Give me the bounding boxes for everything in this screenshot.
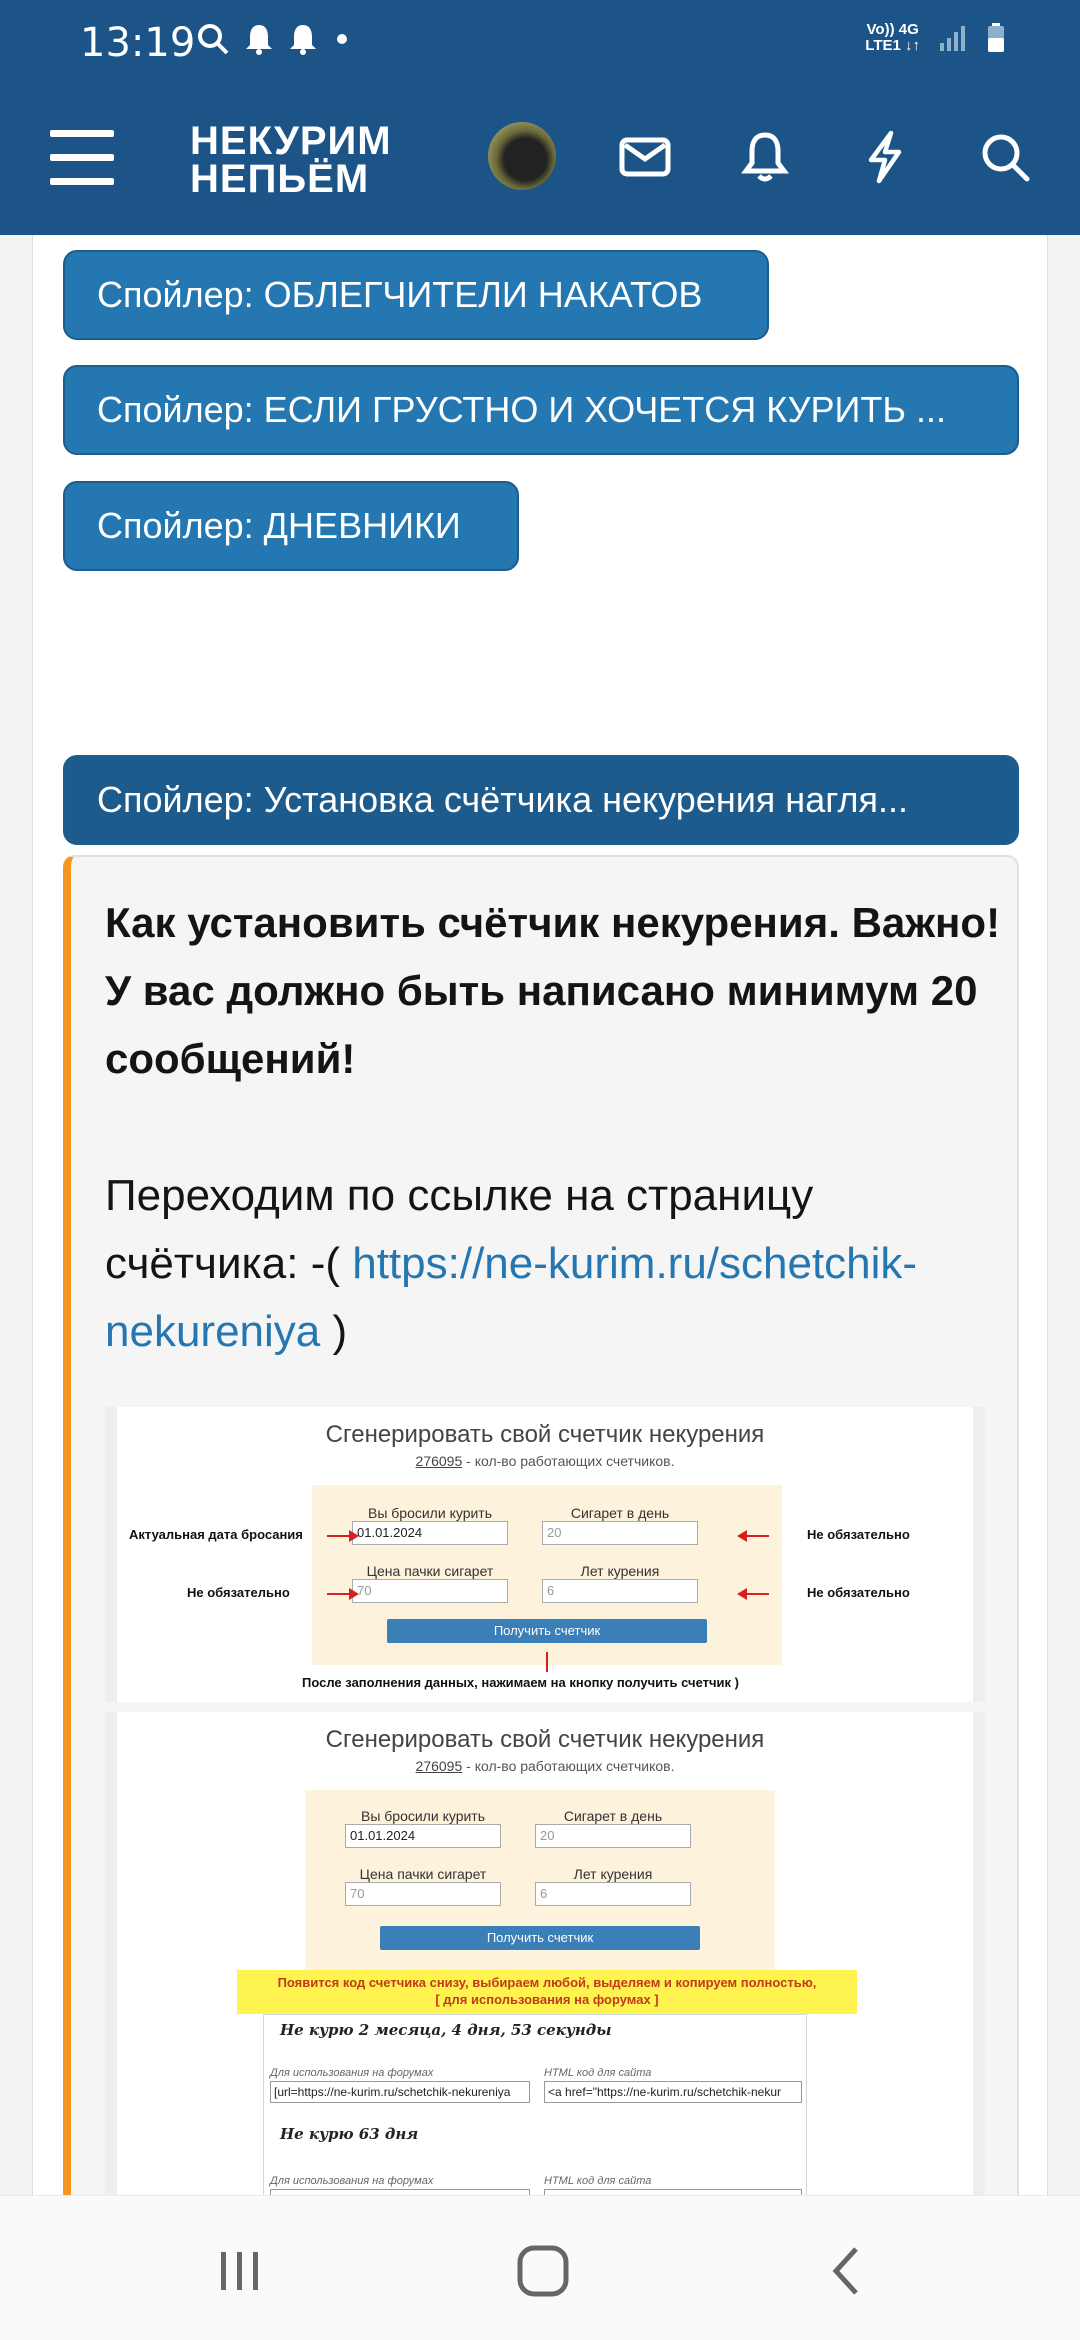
status-notification-icons <box>196 22 352 56</box>
spoiler-button-open[interactable]: Спойлер: Установка счётчика некурения нагля... <box>63 755 1019 845</box>
red-arrow <box>739 1535 769 1537</box>
counter-form: Вы бросили курить Сигарет в день 01.01.2024 20 Цена пачки сигарет Лет курения 70 6 Получить счетчик <box>312 1485 782 1665</box>
per-day-input: 20 <box>535 1824 691 1848</box>
search-status-icon <box>196 22 230 56</box>
network-indicator: Vo)) 4G LTE1 ↓↑ <box>865 21 920 54</box>
image-title: Сгенерировать свой счетчик некурения <box>325 1726 765 1753</box>
dot-status-icon <box>332 29 352 49</box>
instruction-paragraph: Переходим по ссылке на страницу счётчика: -( https://ne-kurim.ru/schetchik-nekureniya ) <box>105 1171 918 1356</box>
spoiler-button[interactable]: Спойлер: ЕСЛИ ГРУСТНО И ХОЧЕТСЯ КУРИТЬ ... <box>63 365 1019 455</box>
quit-date-input: 01.01.2024 <box>352 1521 508 1545</box>
copy-code-hint: Появится код счетчика снизу, выбираем любой, выделяем и копируем полностью, [ для использования на форумах ] <box>237 1970 857 2014</box>
html-code-field: <a href="https://ne-kurim.ru/schetchik-nekur <box>544 2081 802 2103</box>
image-subtitle: 276095 - кол-во работающих счетчиков. <box>415 1453 675 1469</box>
spoiler-button[interactable]: Спойлер: ДНЕВНИКИ <box>63 481 519 571</box>
bold-instruction: Как установить счётчик некурения. Важно! У вас должно быть написано минимум 20 сообщений! <box>105 899 1001 1082</box>
bell-status-icon <box>288 23 318 55</box>
instruction-image-1: Сгенерировать свой счетчик некурения 276095 - кол-во работающих счетчиков. Вы бросили курить Сигарет в день 01.01.2024 20 Цена пачки сигарет Лет курения 70 6 Получить счетчик Актуальная дата бросания Не обязательно Не обязательно Не обязательно После заполнения данных, нажимаем на кнопку получить счетчик ) <box>105 1407 985 1702</box>
back-icon[interactable] <box>806 2236 886 2306</box>
bell-icon[interactable] <box>730 122 800 192</box>
image-subtitle: 276095 - кол-во работающих счетчиков. <box>415 1758 675 1774</box>
counter-page-link[interactable]: https://ne-kurim.ru/schetchik-nekureniya <box>105 1239 918 1356</box>
recent-apps-icon[interactable] <box>200 2236 280 2306</box>
per-day-input: 20 <box>542 1521 698 1545</box>
spoiler-body <box>63 855 1019 2255</box>
red-arrow <box>739 1593 769 1595</box>
app-top-bar <box>0 0 1080 235</box>
instruction-image-2 <box>105 1712 985 2272</box>
home-icon[interactable] <box>503 2236 583 2306</box>
bell-status-icon <box>244 23 274 55</box>
quit-date-input: 01.01.2024 <box>345 1824 501 1848</box>
get-counter-button-image: Получить счетчик <box>380 1926 700 1950</box>
search-icon[interactable] <box>970 122 1040 192</box>
system-navigation-bar <box>0 2195 1080 2340</box>
price-input: 70 <box>345 1882 501 1906</box>
years-input: 6 <box>542 1579 698 1603</box>
image-title: Сгенерировать свой счетчик некурения <box>325 1421 765 1448</box>
red-arrow <box>327 1593 357 1595</box>
red-arrow <box>546 1652 548 1672</box>
battery-icon <box>986 22 1006 54</box>
counter-code-box: Не курю 2 месяца, 4 дня, 53 секунды Для использования на форумах HTML код для сайта [url=https://ne-kurim.ru/schetchik-nekureniya <a href="https://ne-kurim.ru/schetchik-nekur Не курю 63 дня Для использования на форумах HTML код для сайта <box>263 2014 807 2274</box>
signal-icon <box>938 23 968 53</box>
forum-code-field: [url=https://ne-kurim.ru/schetchik-nekureniya <box>270 2081 530 2103</box>
status-time: 13:19 <box>80 20 196 66</box>
counter-form: Вы бросили курить Сигарет в день 01.01.2024 20 Цена пачки сигарет Лет курения 70 6 Получить счетчик <box>305 1790 775 1970</box>
red-arrow <box>327 1535 357 1537</box>
app-header <box>0 100 1080 235</box>
mail-icon[interactable] <box>610 122 680 192</box>
years-input: 6 <box>535 1882 691 1906</box>
status-system-icons <box>865 22 1006 54</box>
site-logo[interactable]: НЕКУРИМ НЕПЬЁМ <box>190 119 392 201</box>
user-avatar[interactable] <box>488 122 556 190</box>
spoiler-button[interactable]: Спойлер: ОБЛЕГЧИТЕЛИ НАКАТОВ <box>63 250 769 340</box>
menu-icon[interactable] <box>50 130 114 186</box>
price-input: 70 <box>352 1579 508 1603</box>
bolt-icon[interactable] <box>850 122 920 192</box>
post-content <box>32 235 1048 2195</box>
get-counter-button-image: Получить счетчик <box>387 1619 707 1643</box>
status-bar <box>0 0 1080 85</box>
